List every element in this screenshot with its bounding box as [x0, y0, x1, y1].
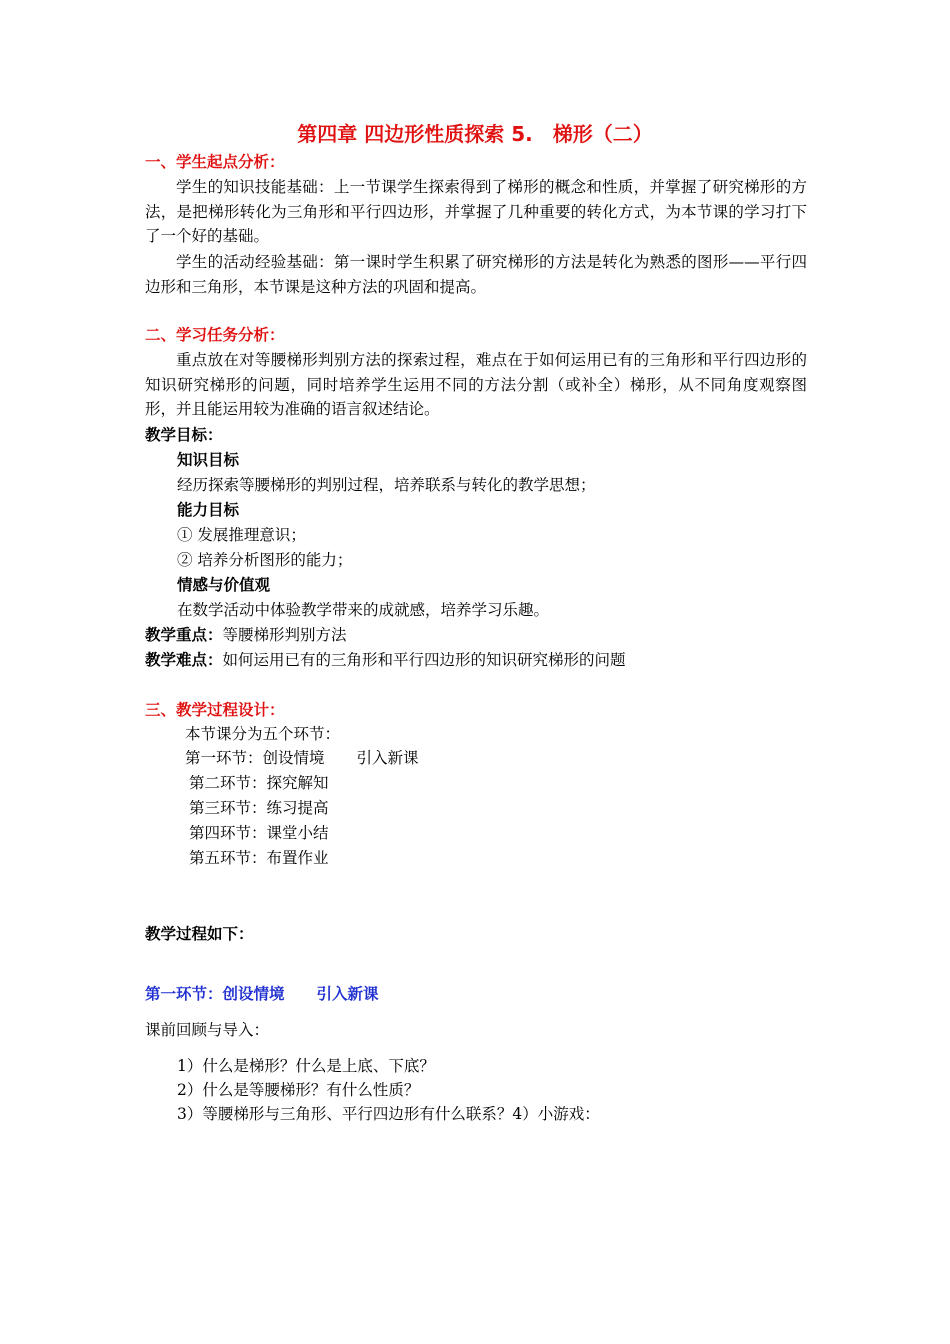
key-point-text: 等腰梯形判别方法 — [222, 626, 347, 644]
teaching-goals-label: 教学目标： — [145, 426, 223, 444]
section-1-heading: 一、学生起点分析： — [145, 153, 285, 171]
emotion-goal-label: 情感与价值观 — [177, 576, 271, 594]
section-1-paragraph-1: 学生的知识技能基础：上一节课学生探索得到了梯形的概念和性质，并掌握了研究梯形的方法，是把梯形转化为三角形和平行四边形，并掌握了几种重要的转化方式，为本节课的学习打下了一个好的基础。 — [145, 178, 807, 245]
knowledge-goal-label: 知识目标 — [177, 451, 240, 469]
teaching-difficulty — [145, 648, 626, 672]
question-2: 2）什么是等腰梯形？有什么性质？ — [177, 1081, 420, 1099]
step-1-part-a: 第一环节：创设情境 — [185, 749, 325, 767]
teaching-key-point — [145, 623, 347, 647]
emotion-goal-text: 在数学活动中体验教学带来的成就感，培养学习乐趣。 — [177, 601, 550, 619]
step-5: 第五环节：布置作业 — [189, 849, 329, 867]
link-1-heading — [145, 982, 379, 1006]
link-1-part-a: 第一环节：创设情境 — [145, 985, 285, 1003]
step-2: 第二环节：探究解知 — [189, 774, 329, 792]
difficulty-label: 教学难点： — [145, 651, 223, 669]
step-3: 第三环节：练习提高 — [189, 799, 329, 817]
ability-goal-2: ② 培养分析图形的能力； — [177, 551, 353, 569]
step-1-part-b: 引入新课 — [356, 749, 419, 767]
review-intro: 课前回顾与导入： — [145, 1021, 270, 1039]
page-title: 第四章 四边形性质探索 5. 梯形（二） — [297, 122, 653, 146]
ability-goal-1: ① 发展推理意识； — [177, 526, 306, 544]
step-4: 第四环节：课堂小结 — [189, 824, 329, 842]
section-3-heading: 三、教学过程设计： — [145, 701, 285, 719]
difficulty-text: 如何运用已有的三角形和平行四边形的知识研究梯形的问题 — [222, 651, 626, 669]
question-3: 3）等腰梯形与三角形、平行四边形有什么联系？4）小游戏： — [177, 1105, 600, 1123]
step-1 — [185, 746, 419, 770]
steps-intro: 本节课分为五个环节： — [185, 725, 341, 743]
section-1-paragraph-2: 学生的活动经验基础：第一课时学生积累了研究梯形的方法是转化为熟悉的图形——平行四边形和三角形，本节课是这种方法的巩固和提高。 — [145, 253, 807, 296]
key-point-label: 教学重点： — [145, 626, 223, 644]
section-2-paragraph: 重点放在对等腰梯形判别方法的探索过程，难点在于如何运用已有的三角形和平行四边形的知识研究梯形的问题，同时培养学生运用不同的方法分割（或补全）梯形，从不同角度观察图形，并且能运用较为准确的语言叙述结论。 — [145, 351, 807, 418]
question-1: 1）什么是梯形？什么是上底、下底？ — [177, 1057, 435, 1075]
section-2-heading: 二、学习任务分析： — [145, 326, 285, 344]
link-1-part-b: 引入新课 — [316, 985, 379, 1003]
process-label: 教学过程如下： — [145, 925, 254, 943]
ability-goal-label: 能力目标 — [177, 501, 240, 519]
knowledge-goal-text: 经历探索等腰梯形的判别过程，培养联系与转化的教学思想； — [177, 476, 596, 494]
